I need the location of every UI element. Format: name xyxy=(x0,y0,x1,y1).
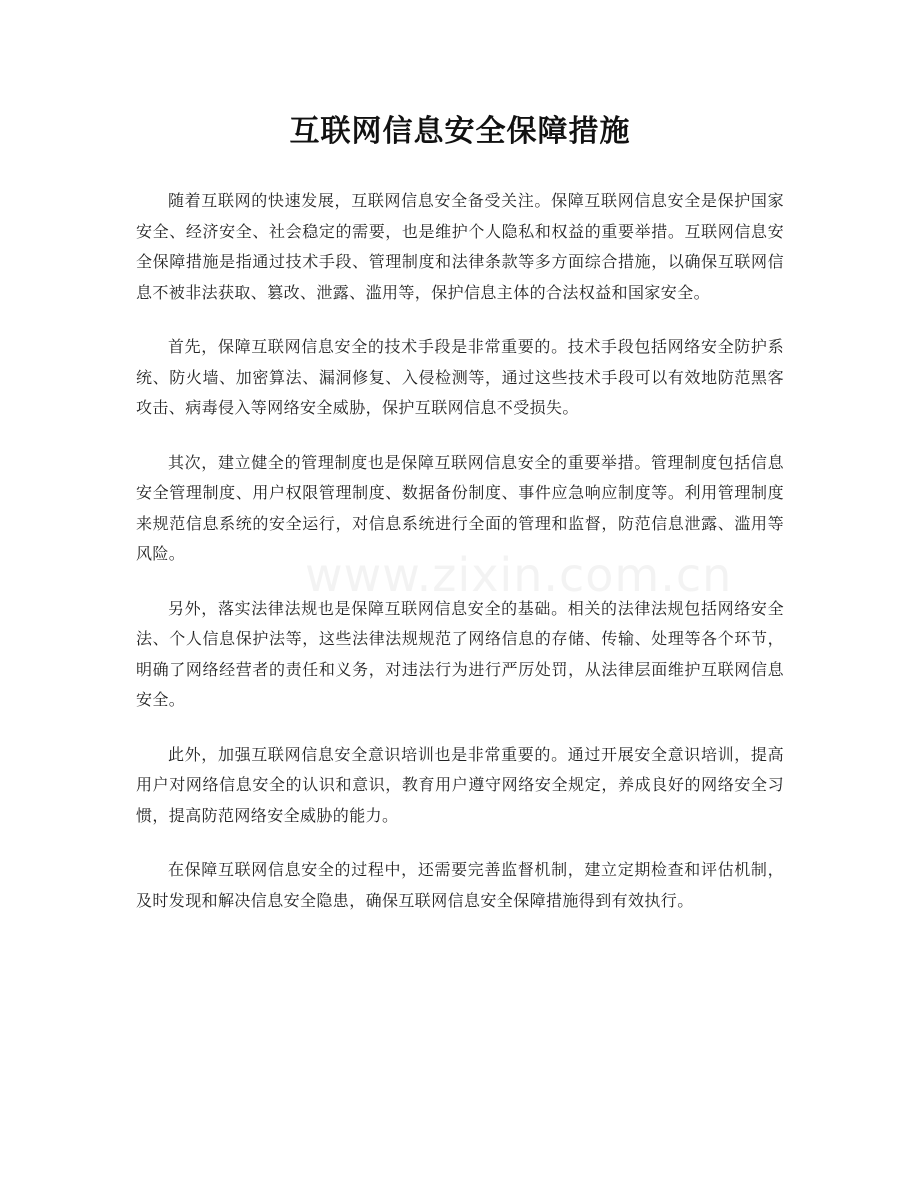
document-title: 互联网信息安全保障措施 xyxy=(289,114,631,149)
paragraph-technical-measures: 首先，保障互联网信息安全的技术手段是非常重要的。技术手段包括网络安全防护系统、防火墙、加密算法、漏洞修复、入侵检测等，通过这些技术手段可以有效地防范黑客攻击、病毒侵入等网络安全威胁，保护互联网信息不受损失。 xyxy=(136,337,784,417)
paragraph-management-system: 其次，建立健全的管理制度也是保障互联网信息安全的重要举措。管理制度包括信息安全管理制度、用户权限管理制度、数据备份制度、事件应急响应制度等。利用管理制度来规范信息系统的安全运行，对信息系统进行全面的管理和监督，防范信息泄露、滥用等风险。 xyxy=(136,452,784,563)
paragraph-laws-regulations: 另外，落实法律法规也是保障互联网信息安全的基础。相关的法律法规包括网络安全法、个人信息保护法等，这些法律法规规范了网络信息的存储、传输、处理等各个环节，明确了网络经营者的责任和义务，对违法行为进行严厉处罚，从法律层面维护互联网信息安全。 xyxy=(136,598,784,709)
paragraph-supervision: 在保障互联网信息安全的过程中，还需要完善监督机制，建立定期检查和评估机制，及时发现和解决信息安全隐患，确保互联网信息安全保障措施得到有效执行。 xyxy=(136,860,784,910)
paragraph-awareness-training: 此外，加强互联网信息安全意识培训也是非常重要的。通过开展安全意识培训，提高用户对网络信息安全的认识和意识，教育用户遵守网络安全规定，养成良好的网络安全习惯，提高防范网络安全威胁的能力。 xyxy=(136,744,784,825)
document-body xyxy=(136,186,784,940)
paragraph-intro: 随着互联网的快速发展，互联网信息安全备受关注。保障互联网信息安全是保护国家安全、经济安全、社会稳定的需要，也是维护个人隐私和权益的重要举措。互联网信息安全保障措施是指通过技术手段、管理制度和法律条款等多方面综合措施，以确保互联网信息不被非法获取、篡改、泄露、滥用等，保护信息主体的合法权益和国家安全。 xyxy=(136,191,784,302)
watermark: www.zixin.com.cn xyxy=(305,548,733,602)
